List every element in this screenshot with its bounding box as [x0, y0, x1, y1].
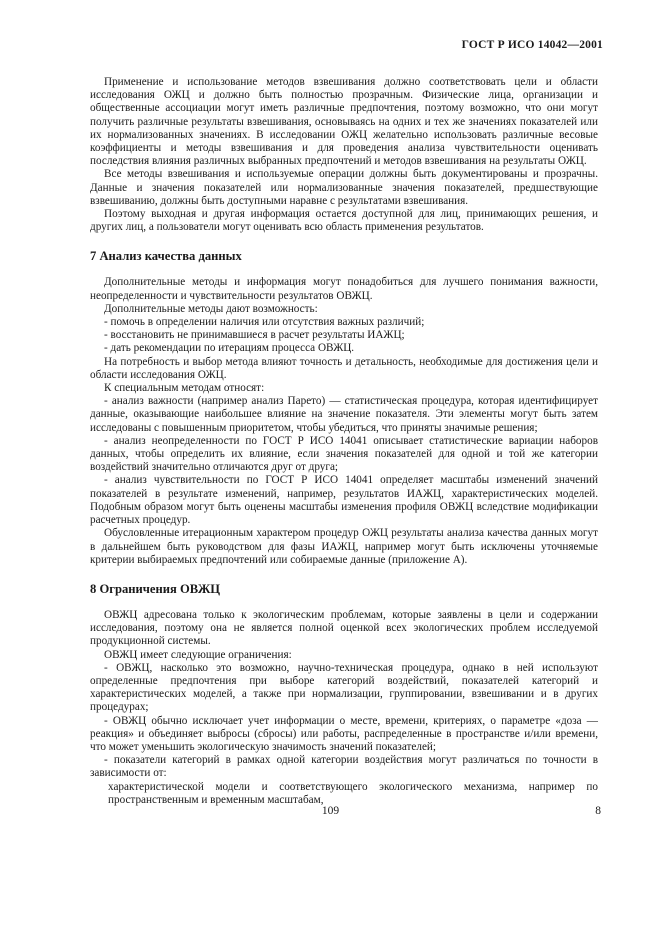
list-item: - восстановить не принимавшиеся в расчет результаты ИАЖЦ; — [104, 329, 405, 342]
page-number-right: 8 — [595, 805, 601, 817]
paragraph: Дополнительные методы и информация могут понадобиться для лучшего понимания важности, неопределенности и чувствительности результатов ОВЖЦ. — [90, 276, 598, 302]
paragraph: ОВЖЦ имеет следующие ограничения: — [104, 648, 292, 661]
list-item: - анализ чувствительности по ГОСТ Р ИСО 14041 определяет масштабы изменений значений показателей в результате изменений, например, результатов ИАЖЦ, характеристических моделей. Подобным образом могут быть оценены масштабы изменения профиля ОВЖЦ вследствие модификации расчетных процедур. — [90, 474, 598, 527]
list-item: - показатели категорий в рамках одной категории воздействия могут различаться по точности в зависимости от: — [90, 754, 598, 780]
list-item: - ОВЖЦ обычно исключает учет информации о месте, времени, критериях, о параметре «доза — реакция» и объединяет выбросы (сбросы) или работы, распределенные в пространстве и/или времени, что может уменьшить экологическую значимость значений показателей; — [90, 714, 598, 753]
list-item: - дать рекомендации по итерациям процесса ОВЖЦ. — [104, 342, 355, 355]
list-item: - ОВЖЦ, насколько это возможно, научно-техническая процедура, однако в ней используют определенные предпочтения при выборе категорий воздействий, показателей категорий и характеристических моделей, а также при нормализации, группировании, взвешивании и в других процедурах; — [90, 661, 598, 714]
paragraph: К специальным методам относят: — [104, 382, 265, 395]
paragraph: На потребность и выбор метода влияют точность и детальность, необходимые для достижения цели и области исследования ОЖЦ. — [90, 355, 598, 381]
section-7-heading: 7 Анализ качества данных — [90, 249, 242, 264]
list-item: - анализ важности (например анализ Парето) — статистическая процедура, которая идентифицирует данные, оказывающие наибольшее влияние на значение показателя. Эти элементы могут быть затем исследованы с повышенным приоритетом, чтобы убедиться, что приняты значимые решения; — [90, 395, 598, 434]
paragraph: Применение и использование методов взвешивания должно соответствовать цели и области исследования ОЖЦ и должно быть полностью прозрачным. Физические лица, организации и общественные ассоциации могут иметь различные предпочтения, поэтому возможно, что они могут получить различные результаты взвешивания, основываясь на одних и тех же значениях показателей или их нормализованных значениях. В исследовании ОЖЦ желательно использовать различные весовые коэффициенты и методы взвешивания и для проведения анализа чувствительности оценивать последствия влияния различных выбранных предпочтений и методов взвешивания на результаты ОЖЦ. — [90, 76, 598, 168]
section-8-heading: 8 Ограничения ОВЖЦ — [90, 581, 221, 596]
sub-list-item: характеристической модели и соответствующего экологического механизма, например по пространственным и временным масштабам, — [108, 780, 598, 806]
list-item: - анализ неопределенности по ГОСТ Р ИСО 14041 описывает статистические вариации наборов данных, чтобы определить их влияние, если значения показателей для одной и той же категории воздействий значительно отличаются друг от друга; — [90, 434, 598, 474]
list-item: - помочь в определении наличия или отсутствия важных различий; — [104, 316, 425, 329]
page-number-center: 109 — [321, 805, 340, 817]
paragraph: ОВЖЦ адресована только к экологическим проблемам, которые заявлены в цели и содержании исследования, поэтому она не является полной оценкой всех экологических проблем исследуемой продукционной системы. — [90, 608, 598, 648]
paragraph: Обусловленные итерационным характером процедур ОЖЦ результаты анализа качества данных могут в дальнейшем быть руководством для фазы ИАЖЦ, например могут быть исключены уточняемые критерии выбираемых предпочтений или собираемые данные (приложение А). — [90, 527, 598, 566]
paragraph: Все методы взвешивания и используемые операции должны быть документированы и прозрачны. Данные и значения показателей или нормализованные значения показателей, предшествующие взвешиванию, должны быть доступными наравне с результатами взвешивания. — [90, 168, 598, 207]
paragraph: Поэтому выходная и другая информация остается доступной для лиц, принимающих решения, и других лиц, а пользователи могут оценивать всю область применения результатов. — [90, 208, 598, 234]
paragraph: Дополнительные методы дают возможность: — [104, 302, 318, 315]
document-body — [90, 76, 598, 807]
document-header-id: ГОСТ Р ИСО 14042—2001 — [461, 39, 603, 51]
